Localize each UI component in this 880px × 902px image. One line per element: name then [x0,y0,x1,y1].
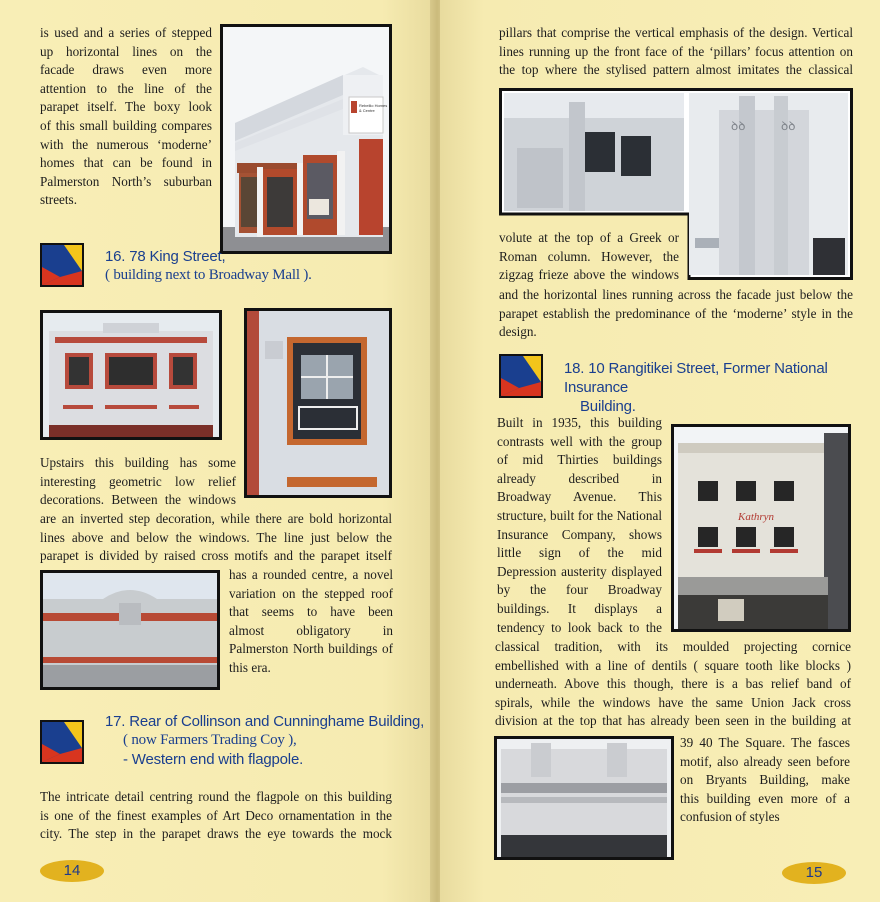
text-line: tendency to look back to the [497,619,662,635]
text-line: contrasts well with the group [497,433,662,449]
fasces-paragraph [680,734,850,827]
text-line: has a rounded centre, a novel [229,567,393,582]
text-line: Palmerston North’s suburban [40,173,212,189]
text-line: little sign of the mid [497,545,662,561]
intro-paragraph [40,24,212,210]
svg-text:ꝺꝺ: ꝺꝺ [731,119,746,133]
heading-18-subtitle: Building. [580,398,636,415]
flagpole-paragraph [40,788,392,844]
section-logo-icon [40,720,84,764]
text-line: that seems to have been [229,604,393,620]
photo-parapet-image [43,573,217,687]
text-line: parapet is divided by raised cross motifs and the parapet itself [40,548,392,564]
text-line: is used and a series of stepped [40,25,212,40]
text-line: confusion of styles [680,809,780,825]
upstairs-paragraph-full [40,510,392,566]
text-line: design. [499,324,537,340]
text-line: attention to the line of the [40,80,212,96]
text-line: and the horizontal lines running across the facade just below the [499,287,853,302]
text-line: 39 40 The Square. The fasces [680,735,850,750]
text-line: decorations. Between the windows [40,492,236,508]
text-line: The intricate detail centring round the flagpole on this building [40,789,392,804]
text-line: with the numerous ‘moderne’ [40,136,212,152]
text-line: the top where the stylised pattern almost imitates the classical [499,62,853,78]
text-line: on Bryants Building, make [680,772,850,788]
building-sign: Kathryn [738,511,775,523]
photo-boxy-building [220,24,392,254]
heading-18-title: 18. 10 Rangitikei Street, Former National Insurance [564,360,828,396]
shop-sign: Rebellio Homes & Centre [359,103,388,113]
heading-17-title: 17. Rear of Collinson and Cunninghame Building, [105,713,425,730]
heading-17-subtitle: ( now Farmers Trading Coy ), [123,732,297,748]
text-line: almost obligatory in [229,622,393,638]
text-line: Palmerston North buildings of [229,641,393,657]
text-line: structure, built for the National [497,507,662,523]
text-line: lines above and below the windows. The line just below the [40,529,392,545]
section-logo-icon [40,243,84,287]
photo-cornice [494,736,674,860]
heading-18 [564,359,864,416]
heading-17 [105,712,425,769]
text-line: homes that can be found in [40,155,212,171]
upstairs-paragraph-short [40,454,236,510]
rounded-centre-paragraph [229,566,393,678]
text-line: variation on the stepped roof [229,585,393,601]
text-line: volute at the top of a Greek or [499,230,679,245]
text-line: motif, also already seen before [680,753,850,769]
svg-text:ꝺꝺ: ꝺꝺ [781,119,796,133]
text-line: facade draws even more [40,62,212,78]
left-page [0,0,434,902]
text-line: division at the top that has already been seen in the building at [495,713,851,729]
text-line: up horizontal lines on the [40,43,212,59]
photo-single-window [244,308,392,498]
text-line: Built in 1935, this building [497,415,662,430]
text-line: pillars that comprise the vertical emphasis of the design. Vertical [499,25,853,40]
text-line: interesting geometric low relief [40,473,236,489]
text-line: underneath. Above this though, there is a bas relief band of [495,676,851,692]
photo-facade-windows [40,310,222,440]
text-line: already described in [497,470,662,486]
section-logo-icon [499,354,543,398]
page-number-right: 15 [782,862,846,884]
text-line: this building even more of a [680,790,850,806]
right-page [440,0,880,902]
text-line: of mid Thirties buildings [497,452,662,468]
text-line: by the four Broadway [497,582,662,598]
photo-facade-windows-image [43,313,219,437]
text-line: streets. [40,192,77,208]
photo-national-insurance [671,424,851,632]
text-line: Depression austerity displayed [497,563,662,579]
heading-16 [105,247,425,285]
text-line: Insurance Company, shows [497,526,662,542]
photo-boxy-building-image [223,27,389,251]
classical-paragraph [495,638,851,731]
text-line: of this small building compares [40,117,212,133]
photo-cornice-image [497,739,671,857]
heading-16-subtitle: ( building next to Broadway Mall ). [105,267,312,283]
photo-parapet [40,570,220,690]
text-line: Roman column. However, the [499,248,679,264]
text-line: parapet establish the predominance of the ‘moderne’ style in the [499,305,853,321]
volute-paragraph-short [499,229,679,285]
text-line: parapet itself. The boxy look [40,99,212,115]
pillars-paragraph [499,24,853,80]
text-line: Upstairs this building has some [40,455,236,470]
built-paragraph [497,414,662,637]
text-line: zigzag frieze above the windows [499,267,679,283]
text-line: are an inverted step decoration, while there are bold horizontal [40,511,392,526]
text-line: is one of the finest examples of Art Deco ornamentation in the [40,807,392,823]
photo-single-window-image [247,311,389,495]
text-line: classical tradition, with its moulded projecting cornice [495,639,851,654]
text-line: spirals, while the windows have the same Union Jack cross [495,694,851,710]
text-line: this era. [229,659,271,675]
page-number-left: 14 [40,860,104,882]
text-line: buildings. It displays a [497,600,662,616]
text-line: city. The step in the parapet draws the eye towards the mock [40,826,392,842]
text-line: lines running up the front face of the ‘pillars’ focus attention on [499,43,853,59]
text-line: Broadway Avenue. This [497,489,662,505]
photo-national-insurance-image [674,427,848,629]
volute-paragraph-full [499,286,853,342]
text-line: embellished with a line of dentils ( square tooth like blocks ) [495,657,851,673]
heading-17-note: - Western end with flagpole. [123,751,304,768]
heading-16-title: 16. 78 King Street, [105,248,226,265]
